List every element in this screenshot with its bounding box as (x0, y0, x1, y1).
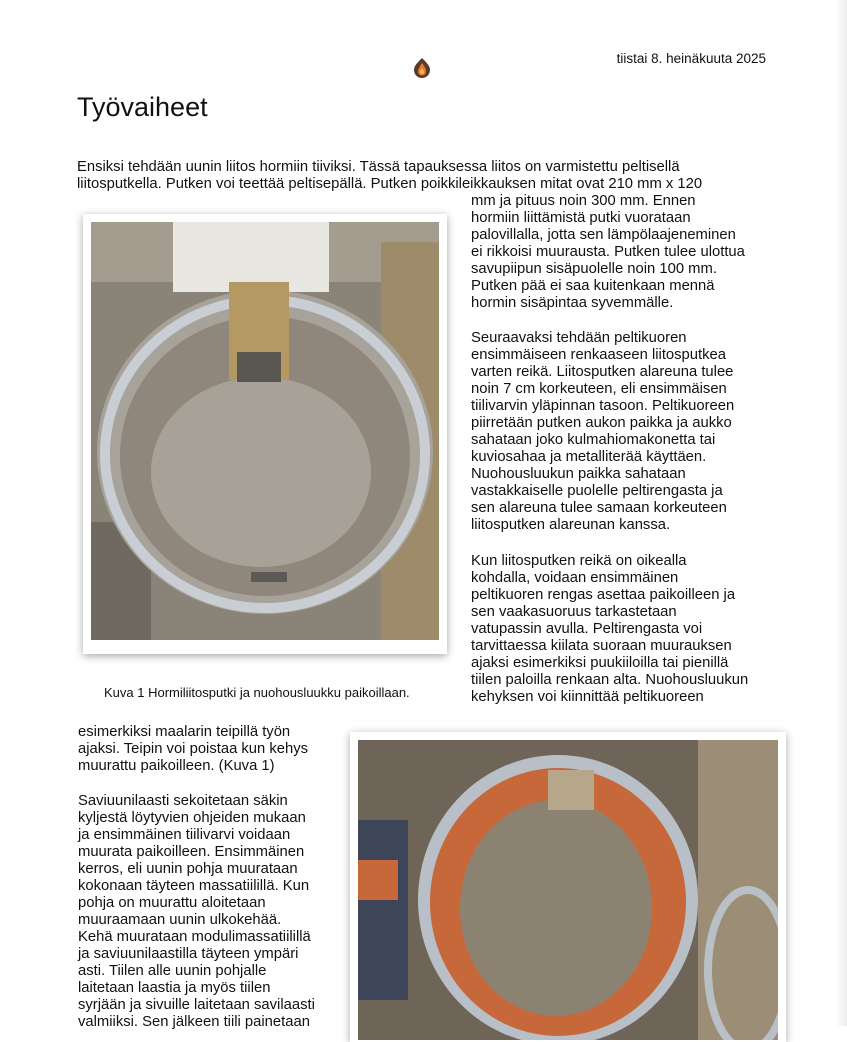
paragraph-ring-hole: Seuraavaksi tehdään peltikuoren ensimmäiseen renkaaseen liitosputkea varten reikä. Liitosputken alareuna tulee noin 7 cm korkeuteen, eli ensimmäisen tiilivarvin yläpinnan tasoon. Peltikuoreen piirretään putken aukon paikka ja aukko sahataan joko kulmahiomakonetta tai kuviosahaa ja metalliterää käyttäen. Nuohousluukun paikka sahataan vastakkaiselle puolelle peltirengasta ja sen alareuna tulee samaan korkeuteen liitosputken alareunan kanssa. (471, 330, 735, 533)
chimney-pipe-ring-image (91, 222, 439, 640)
brick-ring-masonry-image (358, 740, 778, 1040)
paragraph-pipe-lining: mm ja pituus noin 300 mm. Ennen hormiin liittämistä putki vuorataan palovillalla, jotta sen lämpölaajeneminen ei rikkoisi muurausta. Putken tulee ulottua savupiipun sisäpuolelle noin 100 mm. Putken pää ei saa kuitenkaan mennä hormin sisäpintaa syvemmälle. (471, 193, 745, 311)
page-title: Työvaiheet (77, 92, 208, 122)
paragraph-ring-placement: Kun liitosputken reikä on oikealla kohdalla, voidaan ensimmäinen peltikuoren rengas asettaa paikoilleen ja sen vaakasuoruus tarkastetaan vatupassin avulla. Peltirengasta voi tarvittaessa kiilata suoraan muurauksen ajaksi esimerkiksi puukiiloilla tai pienillä tiilen paloilla renkaan alta. Nuohousluukun kehyksen voi kiinnittää peltikuoreen (471, 553, 749, 705)
figure-2-photo (350, 732, 786, 1042)
paragraph-tape-frame: esimerkiksi maalarin teipillä työn ajaksi. Teipin voi poistaa kun kehys muurattu paikoilleen. (Kuva 1) (78, 724, 309, 774)
header-date: tiistai 8. heinäkuuta 2025 (616, 51, 766, 66)
page-edge (835, 0, 847, 1026)
paragraph-intro: Ensiksi tehdään uunin liitos hormiin tiiviksi. Tässä tapauksessa liitos on varmistettu peltisellä liitosputkella. Putken voi teettää peltisepällä. Putken poikkileikkauksen mitat ovat 210 mm x 120 (77, 159, 703, 192)
figure-1-caption: Kuva 1 Hormiliitosputki ja nuohousluukku paikoillaan. (104, 685, 410, 700)
paragraph-mortar-bricks: Saviuunilaasti sekoitetaan säkin kyljestä löytyvien ohjeiden mukaan ja ensimmäinen tiilivarvi voidaan muurata paikoilleen. Ensimmäinen kerros, eli uunin pohja muurataan kokonaan täyteen massatiilillä. Kun pohja on muurattu aloitetaan muuraamaan uunin ulkokehää. Kehä muurataan modulimassatiilillä ja saviuunilaastilla täyteen ympäri asti. Tiilen alle uunin pohjalle laitetaan laastia ja myös tiilen syrjään ja sivuille laitetaan savilaasti valmiiksi. Sen jälkeen tiili painetaan (78, 793, 315, 1030)
figure-1-photo (83, 214, 447, 654)
flame-logo-icon (412, 57, 432, 79)
